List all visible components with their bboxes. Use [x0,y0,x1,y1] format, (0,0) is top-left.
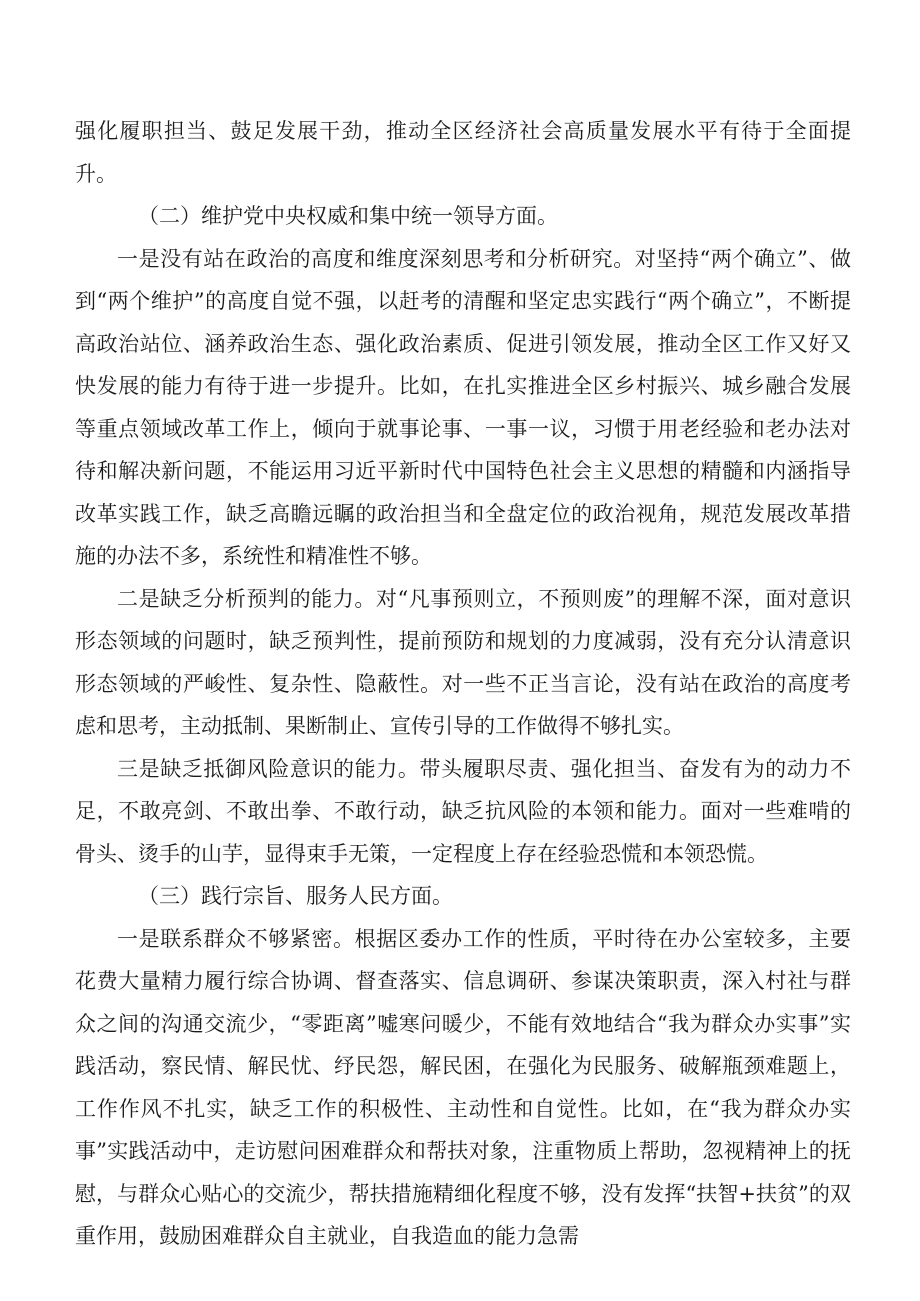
paragraph-continuation: 强化履职担当、鼓足发展干劲，推动全区经济社会高质量发展水平有待于全面提升。 [75,119,851,186]
paragraph-analysis-prediction: 二是缺乏分析预判的能力。对“凡事预则立，不预则废”的理解不深，面对意识形态领域的问题时，缺乏预判性，提前预防和规划的力度减弱，没有充分认清意识形态领域的严峻性、复杂性、隐蔽性。对一些不正当言论，没有站在政治的高度考虑和思考，主动抵制、果断制止、宣传引导的工作做得不够扎实。 [75,586,851,738]
document-body [75,110,851,1258]
paragraph-contact-masses: 一是联系群众不够紧密。根据区委办工作的性质，平时待在办公室较多，主要花费大量精力履行综合协调、督查落实、信息调研、参谋决策职责，深入村社与群众之间的沟通交流少，“零距离”嘘寒问暖少，不能有效地结合“我为群众办实事”实践活动，察民情、解民忧、纾民怨，解民困，在强化为民服务、破解瓶颈难题上，工作作风不扎实，缺乏工作的积极性、主动性和自觉性。比如，在“我为群众办实事”实践活动中，走访慰问困难群众和帮扶对象，注重物质上帮助，忽视精神上的抚慰，与群众心贴心的交流少，帮扶措施精细化程度不够，没有发挥“扶智+扶贫”的双重作用，鼓励困难群众自主就业，自我造血的能力急需 [75,926,851,1248]
paragraph-political-height: 一是没有站在政治的高度和维度深刻思考和分析研究。对坚持“两个确立”、做到“两个维护”的高度自觉不强，以赶考的清醒和坚定忠实践行“两个确立”，不断提高政治站位、涵养政治生态、强化政治素质、促进引领发展，推动全区工作又好又快发展的能力有待于进一步提升。比如，在扎实推进全区乡村振兴、城乡融合发展等重点领域改革工作上，倾向于就事论事、一事一议，习惯于用老经验和老办法对待和解决新问题，不能运用习近平新时代中国特色社会主义思想的精髓和内涵指导改革实践工作，缺乏高瞻远瞩的政治担当和全盘定位的政治视角，规范发展改革措施的办法不多，系统性和精准性不够。 [75,246,851,568]
section-heading-2: （二）维护党中央权威和集中统一领导方面。 [138,204,558,228]
section-heading-3: （三）践行宗旨、服务人民方面。 [138,884,453,908]
paragraph-risk-resistance: 三是缺乏抵御风险意识的能力。带头履职尽责、强化担当、奋发有为的动力不足，不敢亮剑、不敢出拳、不敢行动，缺乏抗风险的本领和能力。面对一些难啃的骨头、烫手的山芋，显得束手无策，一定程度上存在经验恐慌和本领恐慌。 [75,756,851,866]
